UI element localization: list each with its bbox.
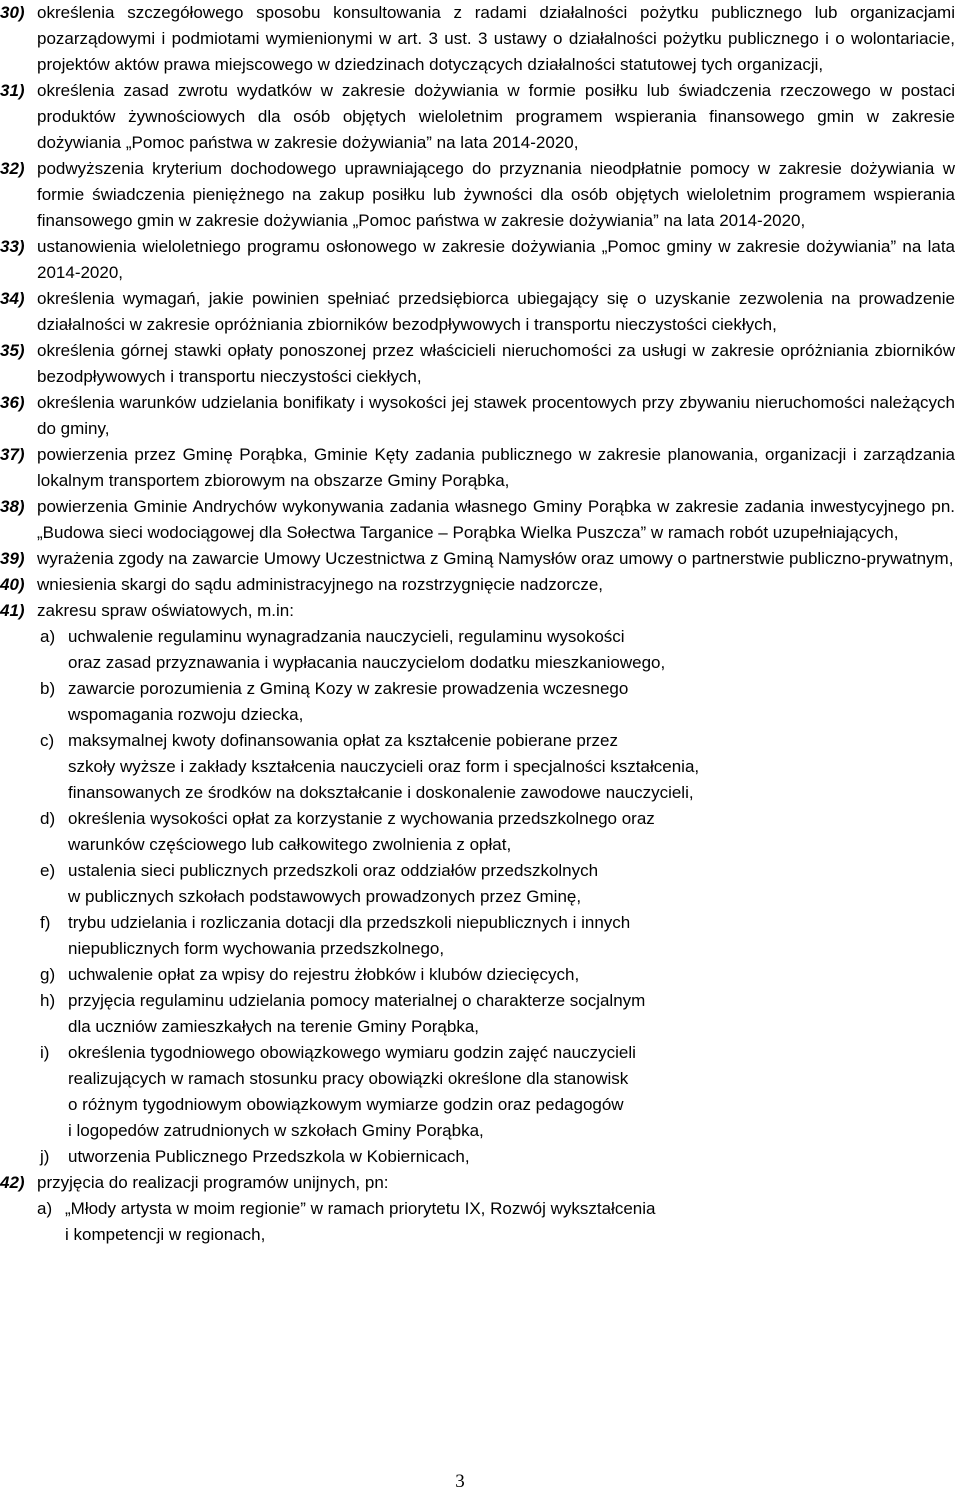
item-number: 30) (0, 3, 25, 22)
list-item (0, 390, 960, 442)
sub-item (40, 806, 960, 858)
sub-item-line: i kompetencji w regionach, (65, 1225, 266, 1244)
sub-item-line: wspomagania rozwoju dziecka, (68, 705, 304, 724)
item-text: powierzenia Gminie Andrychów wykonywania zadania własnego Gminy Porąbka w zakresie zadania inwestycyjnego pn. „Budowa sieci wodociągowej dla Sołectwa Targanice – Porąbka Wielka Puszcza” w ramach robót uzupełniających, (37, 497, 955, 542)
item-text: powierzenia przez Gminę Porąbka, Gminie Kęty zadania publicznego w zakresie planowania, organizacji i zarządzania lokalnym transportem zbiorowym na obszarze Gminy Porąbka, (37, 445, 955, 490)
item-number: 41) (0, 601, 25, 620)
sub-item-line: warunków częściowego lub całkowitego zwolnienia z opłat, (68, 835, 512, 854)
item-text: podwyższenia kryterium dochodowego uprawniającego do przyznania nieodpłatnie pomocy w zakresie dożywiania w formie świadczenia pieniężnego na zakup posiłku lub żywności dla osób objętych wieloletnim programem wspierania finansowego gmin w zakresie dożywiania „Pomoc państwa w zakresie dożywiania” na lata 2014-2020, (37, 159, 955, 230)
sub-item (40, 910, 960, 962)
item-text: wyrażenia zgody na zawarcie Umowy Uczestnictwa z Gminą Namysłów oraz umowy o partnerstwie publiczno-prywatnym, (37, 549, 954, 568)
sub-item-line: trybu udzielania i rozliczania dotacji dla przedszkoli niepublicznych i innych (68, 913, 631, 932)
item-number: 35) (0, 341, 25, 360)
item-text: przyjęcia do realizacji programów unijnych, pn: (37, 1173, 389, 1192)
sub-item (40, 676, 960, 728)
item-number: 37) (0, 445, 25, 464)
list-item (0, 234, 960, 286)
item-text: określenia warunków udzielania bonifikaty i wysokości jej stawek procentowych przy zbywaniu nieruchomości należących do gminy, (37, 393, 955, 438)
sub-item-label: f) (40, 913, 51, 932)
sub-item-line: szkoły wyższe i zakłady kształcenia nauczycieli oraz form i specjalności kształcenia, (68, 757, 700, 776)
sub-item-line: zawarcie porozumienia z Gminą Kozy w zakresie prowadzenia wczesnego (68, 679, 629, 698)
sub-item-label: e) (40, 861, 56, 880)
sub-item-line: realizujących w ramach stosunku pracy obowiązki określone dla stanowisk (68, 1069, 629, 1088)
sub-item-label: c) (40, 731, 55, 750)
list-item (0, 572, 960, 598)
item-text: zakresu spraw oświatowych, m.in: (37, 601, 294, 620)
item-text: wniesienia skargi do sądu administracyjnego na rozstrzygnięcie nadzorcze, (37, 575, 604, 594)
item-number: 42) (0, 1173, 25, 1192)
list-item (0, 546, 960, 572)
item-number: 32) (0, 159, 25, 178)
sub-item-line: dla uczniów zamieszkałych na terenie Gminy Porąbka, (68, 1017, 480, 1036)
sub-item-label: g) (40, 965, 56, 984)
sub-item (40, 1040, 960, 1144)
sub-item-label: j) (40, 1147, 50, 1166)
sub-item (40, 624, 960, 676)
sub-item (40, 1144, 960, 1170)
sub-item-line: określenia wysokości opłat za korzystanie z wychowania przedszkolnego oraz (68, 809, 655, 828)
page-number: 3 (455, 1471, 465, 1492)
item-number: 34) (0, 289, 25, 308)
sub-item-line: o różnym tygodniowym obowiązkowym wymiarze godzin oraz pedagogów (68, 1095, 624, 1114)
item-number: 40) (0, 575, 25, 594)
sub-list (37, 1196, 960, 1248)
sub-item-label: h) (40, 991, 56, 1010)
sub-item-line: uchwalenie opłat za wpisy do rejestru żłobków i klubów dziecięcych, (68, 965, 580, 984)
sub-item-line: przyjęcia regulaminu udzielania pomocy materialnej o charakterze socjalnym (68, 991, 646, 1010)
list-item (0, 156, 960, 234)
sub-item-line: utworzenia Publicznego Przedszkola w Kobiernicach, (68, 1147, 470, 1166)
list-item (0, 598, 960, 624)
sub-item (40, 962, 960, 988)
list-item (0, 0, 960, 78)
sub-item-label: b) (40, 679, 56, 698)
sub-item-label: i) (40, 1043, 50, 1062)
sub-item-label: a) (40, 627, 56, 646)
item-number: 33) (0, 237, 25, 256)
sub-item (40, 988, 960, 1040)
sub-list (40, 624, 960, 1170)
item-number: 38) (0, 497, 25, 516)
sub-item (40, 858, 960, 910)
sub-item-line: oraz zasad przyznawania i wypłacania nauczycielom dodatku mieszkaniowego, (68, 653, 666, 672)
sub-item (40, 728, 960, 806)
sub-item-line: niepublicznych form wychowania przedszkolnego, (68, 939, 445, 958)
sub-item-line: „Młody artysta w moim regionie” w ramach priorytetu IX, Rozwój wykształcenia (65, 1199, 656, 1218)
item-text: określenia zasad zwrotu wydatków w zakresie dożywiania w formie posiłku lub świadczenia rzeczowego w postaci produktów żywnościowych dla osób objętych wieloletnim programem wspierania finansowego gmin w zakresie dożywiania „Pomoc państwa w zakresie dożywiania” na lata 2014-2020, (37, 81, 955, 152)
sub-item-line: ustalenia sieci publicznych przedszkoli oraz oddziałów przedszkolnych (68, 861, 599, 880)
sub-item-line: w publicznych szkołach podstawowych prowadzonych przez Gminę, (68, 887, 582, 906)
sub-item-line: finansowanych ze środków na dokształcanie i doskonalenie zawodowe nauczycieli, (68, 783, 694, 802)
item-text: określenia górnej stawki opłaty ponoszonej przez właścicieli nieruchomości za usługi w zakresie opróżniania zbiorników bezodpływowych i transportu nieczystości ciekłych, (37, 341, 955, 386)
list-item (0, 1170, 960, 1196)
sub-item-line: uchwalenie regulaminu wynagradzania nauczycieli, regulaminu wysokości (68, 627, 625, 646)
list-item (0, 442, 960, 494)
item-text: określenia wymagań, jakie powinien spełniać przedsiębiorca ubiegający się o uzyskanie zezwolenia na prowadzenie działalności w zakresie opróżniania zbiorników bezodpływowych i transportu nieczystości ciekłych, (37, 289, 955, 334)
item-number: 31) (0, 81, 25, 100)
sub-item-label: d) (40, 809, 56, 828)
list-item (0, 286, 960, 338)
sub-item-line: i logopedów zatrudnionych w szkołach Gminy Porąbka, (68, 1121, 484, 1140)
list-item (0, 78, 960, 156)
sub-item-line: określenia tygodniowego obowiązkowego wymiaru godzin zajęć nauczycieli (68, 1043, 636, 1062)
list-item (0, 494, 960, 546)
item-number: 36) (0, 393, 25, 412)
sub-item-line: maksymalnej kwoty dofinansowania opłat za kształcenie pobierane przez (68, 731, 618, 750)
sub-item (37, 1196, 960, 1248)
list-item (0, 338, 960, 390)
item-text: określenia szczegółowego sposobu konsultowania z radami działalności pożytku publicznego lub organizacjami pozarządowymi i podmiotami wymienionymi w art. 3 ust. 3 ustawy o działalności pożytku publicznego i o wolontariacie, projektów aktów prawa miejscowego w dziedzinach dotyczących działalności statutowej tych organizacji, (37, 3, 955, 74)
item-text: ustanowienia wieloletniego programu osłonowego w zakresie dożywiania „Pomoc gminy w zakresie dożywiania” na lata 2014-2020, (37, 237, 955, 282)
item-number: 39) (0, 549, 25, 568)
sub-item-label: a) (37, 1199, 53, 1218)
